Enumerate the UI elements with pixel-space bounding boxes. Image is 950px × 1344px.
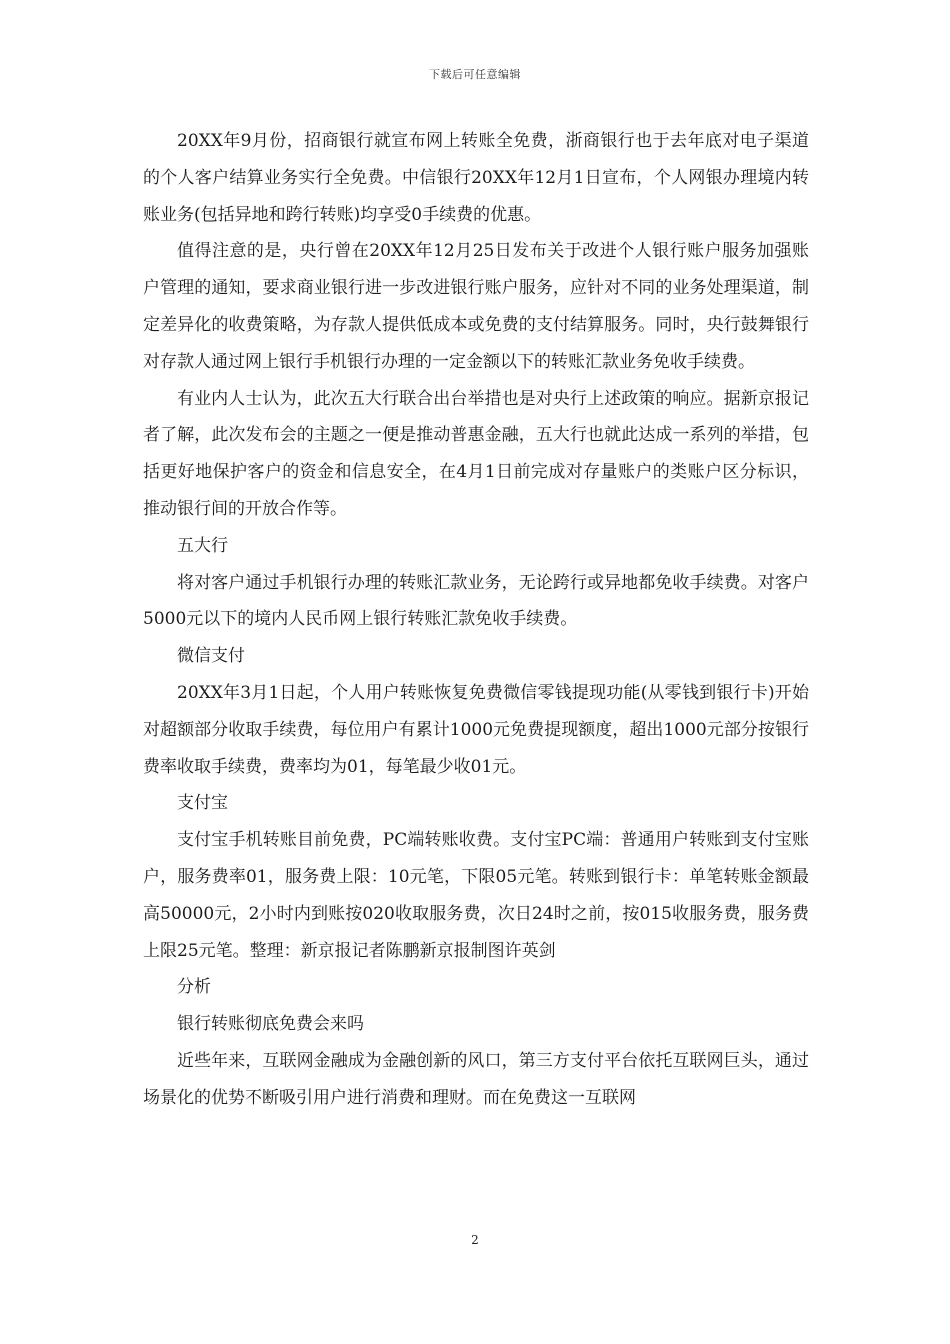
subheading-alipay: 支付宝	[177, 793, 228, 814]
paragraph-alipay: 支付宝手机转账目前免费，PC端转账收费。支付宝PC端：普通用户转账到支付宝账户，服务费率01，服务费上限：10元笔，下限05元笔。转账到银行卡：单笔转账金额最高50000元，2小时内到账按020收取服务费，次日24时之前，按015收服务费，服务费上限25元笔。整理：新京报记者陈鹏新京报制图许英剑	[143, 830, 809, 961]
subheading-wechat-pay: 微信支付	[177, 646, 245, 667]
subheading-question: 银行转账彻底免费会来吗	[177, 1014, 364, 1035]
paragraph-five-banks: 将对客户通过手机银行办理的转账汇款业务，无论跨行或异地都免收手续费。对客户5000元以下的境内人民币网上银行转账汇款免收手续费。	[143, 572, 809, 630]
subheading-five-banks: 五大行	[177, 535, 228, 556]
paragraph-wechat-pay: 20XX年3月1日起，个人用户转账恢复免费微信零钱提现功能(从零钱到银行卡)开始对超额部分收取手续费，每位用户有累计1000元免费提现额度，超出1000元部分按银行费率收取手续费，费率均为01，每笔最少收01元。	[143, 682, 809, 777]
document-body	[143, 123, 809, 1117]
subheading-analysis: 分析	[177, 977, 211, 998]
paragraph-central-bank-notice: 值得注意的是，央行曾在20XX年12月25日发布关于改进个人银行账户服务加强账户管理的通知，要求商业银行进一步改进银行账户服务，应针对不同的业务处理渠道，制定差异化的收费策略，为存款人提供低成本或免费的支付结算服务。同时，央行鼓舞银行对存款人通过网上银行手机银行办理的一定金额以下的转账汇款业务免收手续费。	[143, 241, 809, 372]
page-number: 2	[471, 1233, 479, 1247]
paragraph-internet-finance: 近些年来，互联网金融成为金融创新的风口，第三方支付平台依托互联网巨头，通过场景化的优势不断吸引用户进行消费和理财。而在免费这一互联网	[143, 1050, 809, 1108]
paragraph-industry-view: 有业内人士认为，此次五大行联合出台举措也是对央行上述政策的响应。据新京报记者了解，此次发布会的主题之一便是推动普惠金融，五大行也就此达成一系列的举措，包括更好地保护客户的资金和信息安全，在4月1日前完成对存量账户的类账户区分标识，推动银行间的开放合作等。	[143, 388, 809, 519]
paragraph-bank-fee-waivers: 20XX年9月份，招商银行就宣布网上转账全免费，浙商银行也于去年底对电子渠道的个人客户结算业务实行全免费。中信银行20XX年12月1日宣布，个人网银办理境内转账业务(包括异地和跨行转账)均享受0手续费的优惠。	[143, 131, 809, 225]
header-note: 下载后可任意编辑	[429, 68, 521, 81]
